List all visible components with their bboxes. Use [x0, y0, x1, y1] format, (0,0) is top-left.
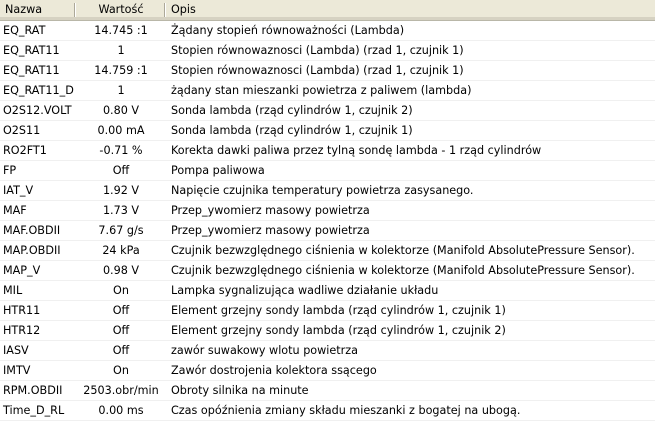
table-body: [0, 21, 655, 421]
row-name-cell: EQ_RAT11: [3, 44, 60, 57]
row-name-cell: O2S11: [3, 124, 41, 137]
table-row[interactable]: [0, 381, 655, 401]
table-row[interactable]: [0, 401, 655, 421]
row-description-cell: Korekta dawki paliwa przez tylną sondę lambda - 1 rząd cylindrów: [171, 144, 542, 157]
row-name-cell: RO2FT1: [3, 144, 47, 157]
row-name-cell: HTR12: [3, 324, 41, 337]
row-value-cell: -0.71 %: [99, 144, 143, 157]
row-description-cell: Stopien równowaznosci (Lambda) (rzad 1, czujnik 1): [171, 44, 464, 57]
row-value-cell: 14.759 :1: [94, 64, 148, 77]
row-description-cell: Napięcie czujnika temperatury powietrza zasysanego.: [171, 184, 474, 197]
row-description-cell: Czas opóźnienia zmiany składu mieszanki z bogatej na ubogą.: [171, 404, 521, 417]
table-row[interactable]: [0, 261, 655, 281]
table-row[interactable]: [0, 201, 655, 221]
table-row[interactable]: [0, 21, 655, 41]
row-name-cell: EQ_RAT11: [3, 64, 60, 77]
table-row[interactable]: [0, 301, 655, 321]
row-value-cell: 1.73 V: [102, 204, 140, 217]
row-name-cell: IMTV: [3, 364, 31, 377]
table-row[interactable]: [0, 161, 655, 181]
row-name-cell: MAF: [3, 204, 27, 217]
row-value-cell: 0.98 V: [102, 264, 140, 277]
row-value-cell: Off: [112, 344, 130, 357]
row-description-cell: Sonda lambda (rząd cylindrów 1, czujnik 1): [171, 124, 413, 137]
row-value-cell: 1.92 V: [102, 184, 140, 197]
row-description-cell: zawór suwakowy wlotu powietrza: [171, 344, 358, 357]
row-description-cell: Sonda lambda (rząd cylindrów 1, czujnik 2): [171, 104, 413, 117]
row-value-cell: 14.745 :1: [94, 24, 148, 37]
row-value-cell: Off: [112, 164, 130, 177]
row-value-cell: On: [113, 284, 129, 297]
row-value-cell: 0.00 ms: [98, 404, 144, 417]
column-header-description[interactable]: Opis: [166, 0, 655, 20]
column-header-value[interactable]: Wartość: [76, 0, 166, 20]
row-description-cell: Przep_ywomierz masowy powietrza: [171, 224, 370, 237]
table-row[interactable]: [0, 141, 655, 161]
table-row[interactable]: [0, 121, 655, 141]
row-value-cell: Off: [112, 304, 130, 317]
row-name-cell: MAF.OBDII: [3, 224, 61, 237]
row-description-cell: Stopien równowaznosci (Lambda) (rzad 1, czujnik 1): [171, 64, 464, 77]
row-name-cell: Time_D_RL: [3, 404, 65, 417]
table-row[interactable]: [0, 361, 655, 381]
row-name-cell: EQ_RAT11_D: [3, 84, 74, 97]
column-header-name[interactable]: Nazwa: [0, 0, 76, 20]
table-header: [0, 0, 655, 21]
row-name-cell: MIL: [3, 284, 23, 297]
row-description-cell: żądany stan mieszanki powietrza z paliwem (lambda): [171, 84, 472, 97]
row-value-cell: 7.67 g/s: [98, 224, 144, 237]
table-row[interactable]: [0, 341, 655, 361]
row-name-cell: FP: [3, 164, 17, 177]
table-row[interactable]: [0, 61, 655, 81]
row-value-cell: 24 kPa: [102, 244, 140, 257]
table-row[interactable]: [0, 101, 655, 121]
row-value-cell: 1: [117, 84, 125, 97]
row-name-cell: MAP_V: [3, 264, 41, 277]
row-description-cell: Zawór dostrojenia kolektora ssącego: [171, 364, 377, 377]
row-value-cell: 0.80 V: [102, 104, 140, 117]
table-row[interactable]: [0, 321, 655, 341]
row-description-cell: Żądany stopień równoważności (Lambda): [171, 24, 405, 37]
row-value-cell: On: [113, 364, 129, 377]
table-row[interactable]: [0, 241, 655, 261]
table-row[interactable]: [0, 81, 655, 101]
row-description-cell: Pompa paliwowa: [171, 164, 265, 177]
row-description-cell: Obroty silnika na minute: [171, 384, 309, 397]
row-description-cell: Lampka sygnalizująca wadliwe działanie układu: [171, 284, 439, 297]
row-name-cell: HTR11: [3, 304, 41, 317]
row-description-cell: Element grzejny sondy lambda (rząd cylindrów 1, czujnik 2): [171, 324, 506, 337]
row-value-cell: 0.00 mA: [97, 124, 145, 137]
row-name-cell: O2S12.VOLT: [3, 104, 72, 117]
row-name-cell: IAT_V: [3, 184, 34, 197]
row-name-cell: MAP.OBDII: [3, 244, 61, 257]
row-description-cell: Przep_ywomierz masowy powietrza: [171, 204, 370, 217]
row-value-cell: 2503.obr/min: [83, 384, 159, 397]
table-row[interactable]: [0, 281, 655, 301]
row-description-cell: Element grzejny sondy lambda (rząd cylindrów 1, czujnik 1): [171, 304, 506, 317]
row-description-cell: Czujnik bezwzględnego ciśnienia w kolektorze (Manifold AbsolutePressure Sensor).: [171, 264, 635, 277]
table-row[interactable]: [0, 181, 655, 201]
table-row[interactable]: [0, 41, 655, 61]
row-value-cell: Off: [112, 324, 130, 337]
row-description-cell: Czujnik bezwzględnego ciśnienia w kolektorze (Manifold AbsolutePressure Sensor).: [171, 244, 635, 257]
row-name-cell: IASV: [3, 344, 29, 357]
row-name-cell: EQ_RAT: [3, 24, 46, 37]
row-name-cell: RPM.OBDII: [3, 384, 63, 397]
table-row[interactable]: [0, 221, 655, 241]
row-value-cell: 1: [117, 44, 125, 57]
